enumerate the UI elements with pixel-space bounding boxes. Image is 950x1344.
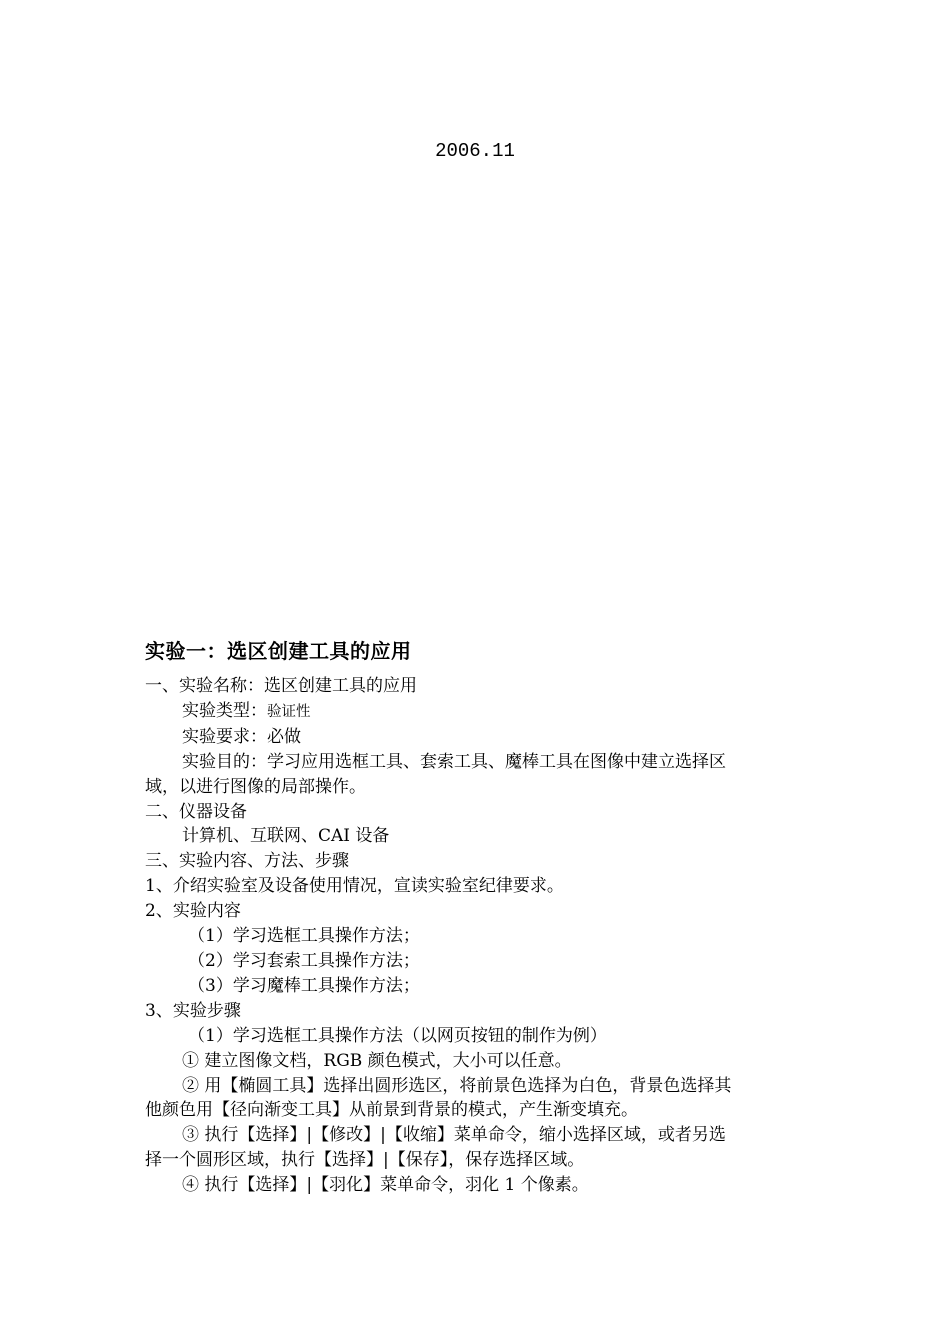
text-line-3: 实验要求：必做 xyxy=(182,726,301,747)
text-line-9: 1、介绍实验室及设备使用情况，宣读实验室纪律要求。 xyxy=(145,876,564,897)
text-line-12: （2）学习套索工具操作方法； xyxy=(188,950,420,971)
text-line-11: （1）学习选框工具操作方法； xyxy=(188,926,420,947)
text-line-8: 三、实验内容、方法、步骤 xyxy=(145,851,349,872)
text-line-2: 实验类型：验证性 xyxy=(182,700,311,721)
text-line-14: 3、实验步骤 xyxy=(145,1000,241,1021)
text-line-17: ② 用【椭圆工具】选择出圆形选区，将前景色选择为白色，背景色选择其 xyxy=(182,1075,732,1096)
text-line-21: ④ 执行【选择】|【羽化】菜单命令，羽化 1 个像素。 xyxy=(182,1175,589,1196)
text-line-16: ① 建立图像文档，RGB 颜色模式，大小可以任意。 xyxy=(182,1050,572,1071)
experiment-type-value: 验证性 xyxy=(267,703,311,720)
cover-date: 2006.11 xyxy=(435,140,515,162)
text-line-18: 他颜色用【径向渐变工具】从前景到背景的模式，产生渐变填充。 xyxy=(145,1100,638,1121)
experiment-section xyxy=(145,636,805,1198)
text-line-20: 择一个圆形区域，执行【选择】|【保存】，保存选择区域。 xyxy=(145,1150,585,1171)
text-line-6: 二、仪器设备 xyxy=(145,801,247,822)
text-line-15: （1）学习选框工具操作方法（以网页按钮的制作为例） xyxy=(188,1025,607,1046)
text-line-10: 2、实验内容 xyxy=(145,901,241,922)
text-line-1: 一、实验名称：选区创建工具的应用 xyxy=(145,676,417,696)
text-line-4: 实验目的：学习应用选框工具、套索工具、魔棒工具在图像中建立选择区 xyxy=(182,751,726,772)
text-line-19: ③ 执行【选择】|【修改】|【收缩】菜单命令，缩小选择区域，或者另选 xyxy=(182,1125,726,1146)
text-line-5: 域，以进行图像的局部操作。 xyxy=(145,776,366,797)
text-line-13: （3）学习魔棒工具操作方法； xyxy=(188,975,420,996)
experiment-title: 实验一：选区创建工具的应用 xyxy=(145,639,412,663)
text-line-7: 计算机、互联网、CAI 设备 xyxy=(182,826,390,847)
